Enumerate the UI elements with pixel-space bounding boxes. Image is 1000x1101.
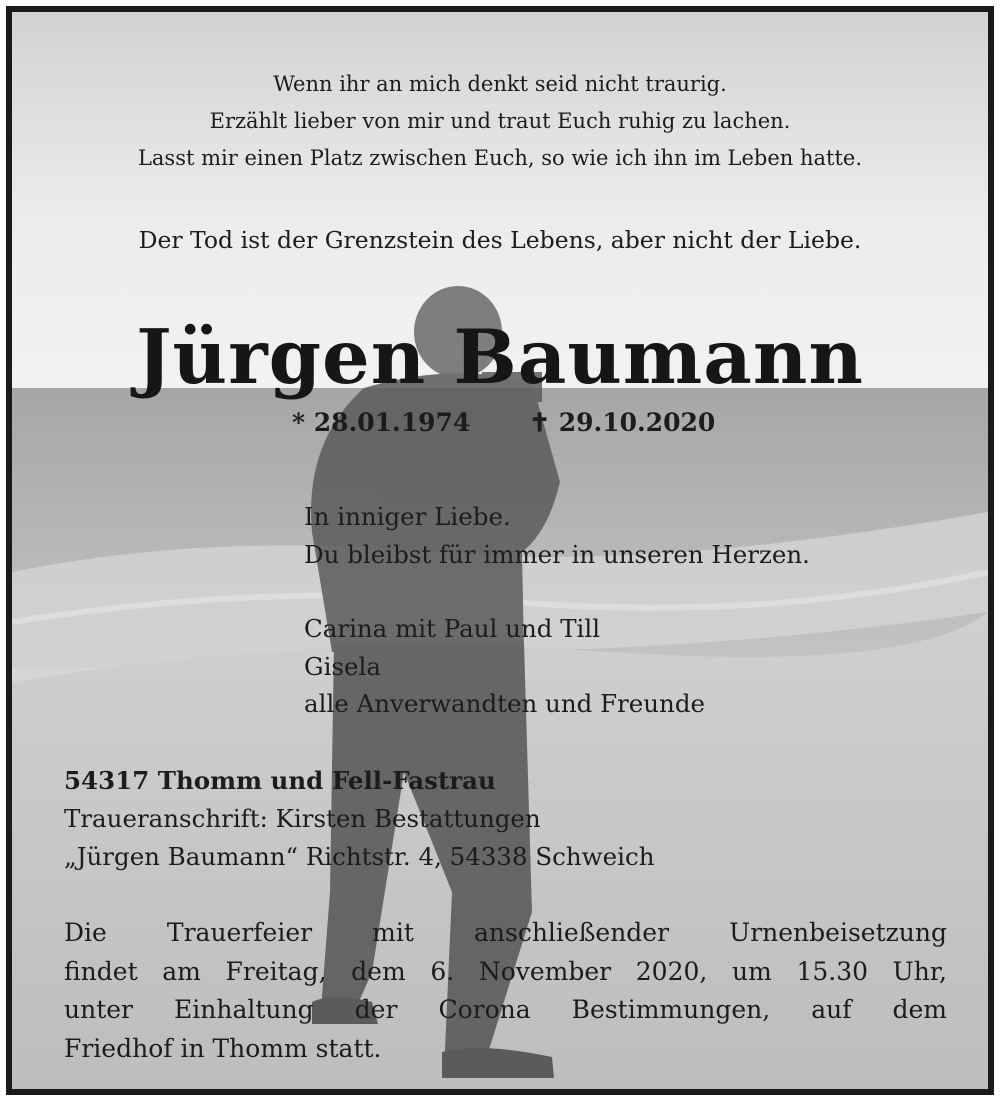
poem-line: Erzählt lieber von mir und traut Euch ruhig zu lachen. — [209, 109, 791, 133]
funeral-service-info — [64, 914, 947, 1068]
place-line: 54317 Thomm und Fell-Fastrau — [64, 766, 496, 795]
address-line: Traueranschrift: Kirsten Bestattungen — [64, 804, 541, 833]
service-line: unter Einhaltung der Corona Bestimmungen, auf dem — [64, 995, 947, 1024]
death-date: ✝ 29.10.2020 — [529, 408, 716, 437]
mourner: Carina mit Paul und Till — [304, 614, 601, 643]
quote: Der Tod ist der Grenzstein des Lebens, aber nicht der Liebe. — [138, 226, 862, 254]
birth-date: * 28.01.1974 — [292, 408, 471, 437]
life-dates — [292, 406, 715, 440]
mourner: Gisela — [304, 651, 381, 681]
service-line: findet am Freitag, dem 6. November 2020, um 15.30 Uhr, — [64, 956, 947, 986]
poem-line: Lasst mir einen Platz zwischen Euch, so wie ich ihn im Leben hatte. — [137, 146, 863, 170]
farewell-line: Du bleibst für immer in unseren Herzen. — [304, 539, 810, 569]
family-message — [304, 498, 810, 723]
obituary-notice — [6, 6, 994, 1095]
service-line: Die Trauerfeier mit anschließender Urnenbeisetzung — [64, 918, 947, 947]
mourning-address — [64, 762, 654, 876]
address-line: „Jürgen Baumann“ Richtstr. 4, 54338 Schweich — [64, 842, 655, 871]
poem-line: Wenn ihr an mich denkt seid nicht traurig. — [273, 72, 727, 96]
farewell-line: In inniger Liebe. — [304, 502, 511, 531]
service-line: Friedhof in Thomm statt. — [64, 1033, 382, 1063]
mourner: alle Anverwandten und Freunde — [304, 689, 706, 718]
poem — [12, 66, 988, 177]
deceased-name: Jürgen Baumann — [136, 313, 864, 401]
